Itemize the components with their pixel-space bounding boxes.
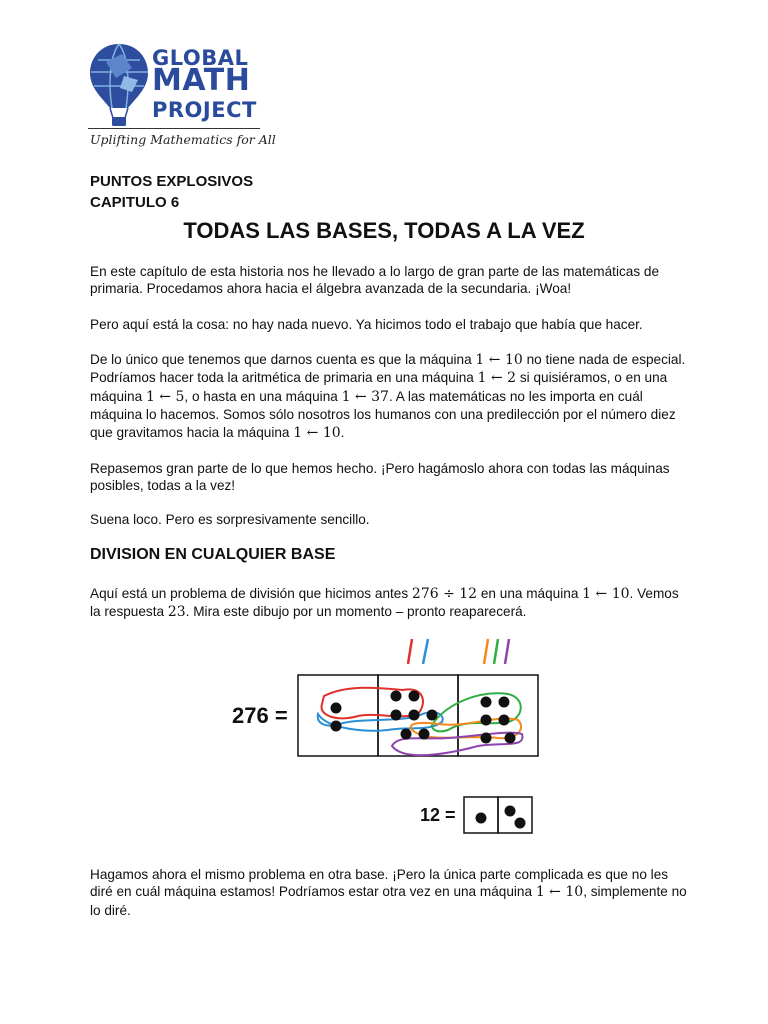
global-math-project-logo: [88, 42, 276, 154]
dot: [499, 715, 510, 726]
paragraph-nothing-new: Pero aquí está la cosa: no hay nada nuevo. Ya hicimos todo el trabajo que había que hacer.: [90, 317, 643, 332]
paragraph-machines: [90, 351, 690, 442]
chapter-label: CAPITULO 6: [90, 194, 180, 211]
logo-text-global: GLOBAL: [152, 46, 249, 70]
paragraph-review: Repasemos gran parte de lo que hemos hecho. ¡Pero hagámoslo ahora con todas las máquinas posibles, todas a la vez!: [90, 461, 670, 494]
paragraph-other-base: [90, 866, 690, 919]
logo-text-math: MATH: [152, 63, 251, 98]
dot: [505, 733, 516, 744]
dot: [391, 710, 402, 721]
dot: [331, 721, 342, 732]
text: . A las matemáticas no les importa en cuál máquina lo hacemos. Somos sólo nosotros los humanos con una predilección por el número diez que gravitamos hacia la máquina: [90, 388, 676, 440]
tally-mark-orange: [484, 639, 488, 664]
text: . Vemos la respuesta: [90, 586, 679, 620]
section-heading: DIVISION EN CUALQUIER BASE: [90, 546, 336, 563]
dots-diagram-svg: [228, 634, 568, 844]
dot: [401, 729, 412, 740]
dot: [391, 691, 402, 702]
text: Hagamos ahora el mismo problema en otra base. ¡Pero la única parte complicada es que no les diré en cuál máquina estamos! Podríamos estar otra vez en una máquina: [90, 867, 669, 900]
text: .: [340, 424, 345, 440]
math-expression: 1 ← 10: [293, 424, 341, 441]
paragraph-division: [90, 585, 690, 622]
dot: [481, 697, 492, 708]
equation-label-276: 276 =: [232, 703, 288, 728]
math-expression: 1 ← 10: [535, 884, 584, 901]
logo-text-project: PROJECT: [152, 98, 257, 122]
division-diagram: [228, 634, 568, 844]
text: . Mira este dibujo por un momento – pronto reaparecerá.: [185, 604, 527, 620]
hot-air-balloon-icon: [88, 42, 150, 128]
paragraph-sounds-crazy: Suena loco. Pero es sorpresivamente sencillo.: [90, 512, 370, 527]
text: Aquí está un problema de división que hicimos antes: [90, 586, 409, 601]
math-expression: 1 ← 37: [341, 388, 389, 405]
tally-mark-blue: [423, 639, 428, 664]
paragraph-intro: En este capítulo de esta historia nos he llevado a lo largo de gran parte de las matemáticas de primaria. Procedamos ahora hacia el álgebra avanzada de la secundaria. ¡Woa!: [90, 264, 660, 297]
logo-tagline: Uplifting Mathematics for All: [90, 132, 276, 147]
group-loop-purple: [392, 733, 522, 756]
dot: [409, 710, 420, 721]
math-expression: 276 ÷ 12: [411, 586, 478, 602]
series-label: PUNTOS EXPLOSIVOS: [90, 173, 254, 190]
dot: [476, 813, 487, 824]
dot: [409, 691, 420, 702]
text: , simplemente no lo diré.: [90, 884, 687, 918]
math-expression: 1 ← 2: [477, 370, 517, 387]
tally-mark-green: [494, 639, 498, 664]
text: no tiene nada de especial. Podríamos hacer toda la aritmética de primaria en una máquina: [90, 352, 686, 386]
math-expression: 23: [167, 604, 186, 621]
dot: [499, 697, 510, 708]
tally-mark-red: [408, 639, 412, 664]
math-expression: 1 ← 5: [145, 388, 185, 405]
dot: [331, 703, 342, 714]
tally-mark-purple: [505, 639, 509, 664]
page-title: TODAS LAS BASES, TODAS A LA VEZ: [183, 218, 585, 243]
text: si quisiéramos, o en una máquina: [90, 370, 668, 404]
math-expression: 1 ← 10: [475, 352, 523, 368]
text: , o hasta en una máquina: [184, 388, 338, 404]
dot: [515, 818, 526, 829]
tagline-divider: [88, 128, 260, 129]
text: en una máquina: [480, 586, 579, 601]
dot: [505, 806, 516, 817]
dot: [419, 729, 430, 740]
equation-label-12: 12 =: [420, 805, 456, 825]
dot: [427, 710, 438, 721]
dot: [481, 715, 492, 726]
math-expression: 1 ← 10: [582, 586, 630, 602]
divisor-box-ones: [498, 797, 532, 833]
dot: [481, 733, 492, 744]
text: De lo único que tenemos que darnos cuenta es que la máquina: [90, 352, 472, 367]
